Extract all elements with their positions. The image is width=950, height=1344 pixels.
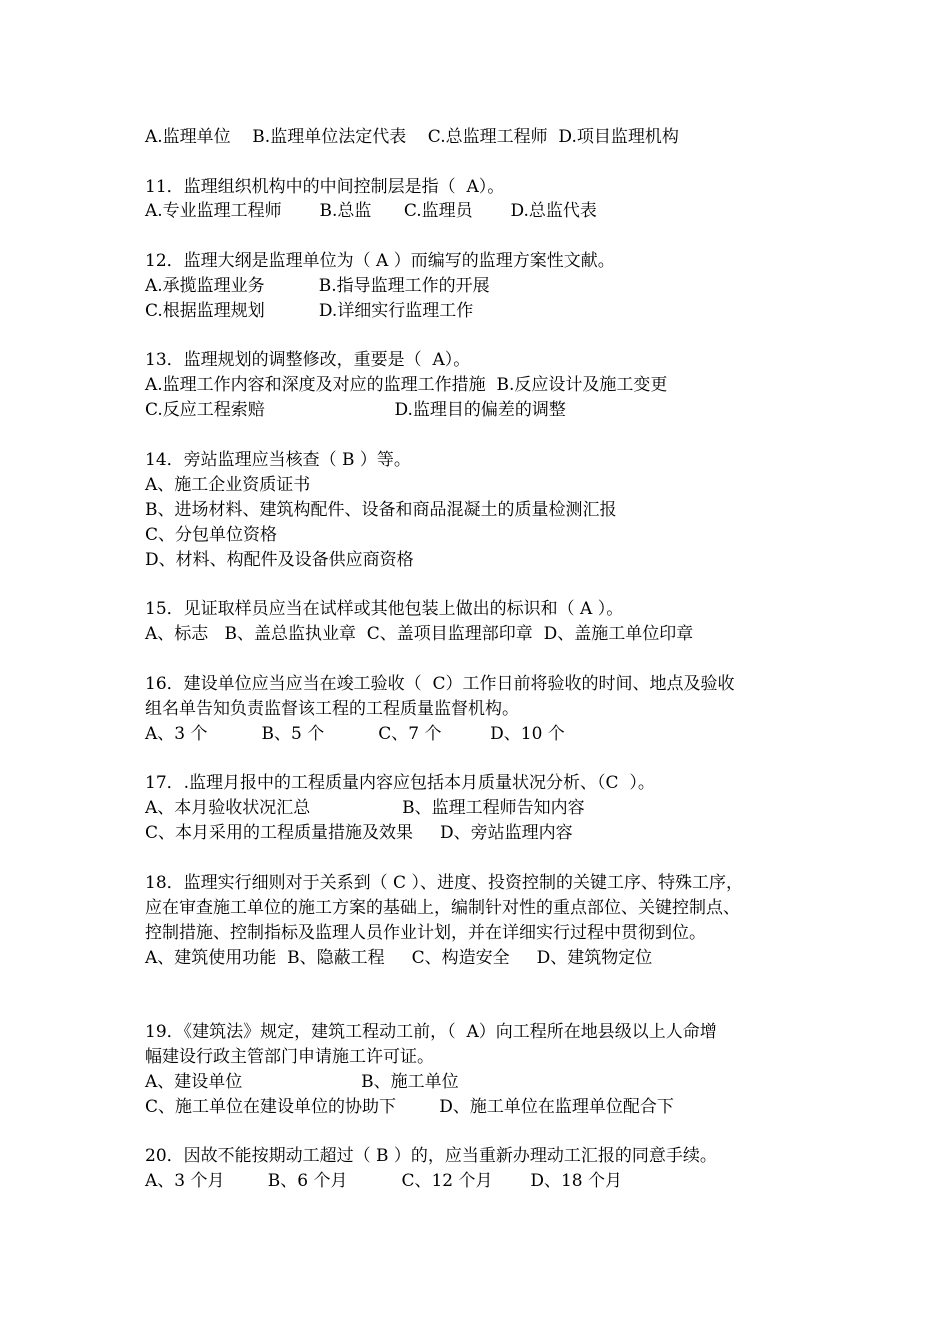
options-13-ab: A.监理工作内容和深度及对应的监理工作措施 B.反应设计及施工变更 xyxy=(145,375,668,395)
options-20: A、3 个月 B、6 个月 C、12 个月 D、18 个月 xyxy=(145,1171,623,1191)
options-19-cd: C、施工单位在建设单位的协助下 D、施工单位在监理单位配合下 xyxy=(145,1097,674,1117)
options-18: A、建筑使用功能 B、隐蔽工程 C、构造安全 D、建筑物定位 xyxy=(145,948,653,968)
question-16: 16．建设单位应当应当在竣工验收（ C）工作日前将验收的时间、地点及验收 xyxy=(145,674,735,694)
options-13-cd: C.反应工程索赔 D.监理目的偏差的调整 xyxy=(145,400,566,420)
options-19-ab: A、建设单位 B、施工单位 xyxy=(145,1072,459,1092)
options-16: A、3 个 B、5 个 C、7 个 D、10 个 xyxy=(145,724,565,744)
question-18-cont-2: 控制措施、控制指标及监理人员作业计划，并在详细实行过程中贯彻到位。 xyxy=(145,923,706,943)
options-12-cd: C.根据监理规划 D.详细实行监理工作 xyxy=(145,301,474,321)
question-19: 19．《建筑法》规定，建筑工程动工前，（ A）向工程所在地县级以上人命增 xyxy=(145,1022,717,1042)
question-18: 18．监理实行细则对于关系到（ C ）、进度、投资控制的关键工序、特殊工序， xyxy=(145,873,743,893)
option-14-b: B、进场材料、建筑构配件、设备和商品混凝土的质量检测汇报 xyxy=(145,500,617,520)
question-12: 12．监理大纲是监理单位为（ A ）而编写的监理方案性文献。 xyxy=(145,251,615,271)
question-15: 15．见证取样员应当在试样或其他包装上做出的标识和（ A ）。 xyxy=(145,599,624,619)
text-line: A.监理单位 B.监理单位法定代表 C.总监理工程师 D.项目监理机构 xyxy=(145,127,679,147)
options-17-ab: A、本月验收状况汇总 B、监理工程师告知内容 xyxy=(145,798,585,818)
question-13: 13．监理规划的调整修改，重要是（ A）。 xyxy=(145,350,471,370)
options-17-cd: C、本月采用的工程质量措施及效果 D、旁站监理内容 xyxy=(145,823,573,843)
option-14-c: C、分包单位资格 xyxy=(145,525,278,545)
option-14-d: D、材料、构配件及设备供应商资格 xyxy=(145,550,414,570)
question-19-cont: 幅建设行政主管部门申请施工许可证。 xyxy=(145,1047,434,1067)
question-18-cont-1: 应在审查施工单位的施工方案的基础上，编制针对性的重点部位、关键控制点、 xyxy=(145,898,740,918)
question-17: 17．.监理月报中的工程质量内容应包括本月质量状况分析、（C ）。 xyxy=(145,773,655,793)
options-12-ab: A.承揽监理业务 B.指导监理工作的开展 xyxy=(145,276,490,296)
question-20: 20．因故不能按期动工超过（ B ）的，应当重新办理动工汇报的同意手续。 xyxy=(145,1146,717,1166)
option-14-a: A、施工企业资质证书 xyxy=(145,475,311,495)
question-16-cont: 组名单告知负责监督该工程的工程质量监督机构。 xyxy=(145,699,519,719)
options-15: A、标志 B、盖总监执业章 C、盖项目监理部印章 D、盖施工单位印章 xyxy=(145,624,694,644)
question-14: 14．旁站监理应当核查（ B ）等。 xyxy=(145,450,411,470)
question-11: 11．监理组织机构中的中间控制层是指（ A）。 xyxy=(145,177,505,197)
options-11: A.专业监理工程师 B.总监 C.监理员 D.总监代表 xyxy=(145,201,597,221)
